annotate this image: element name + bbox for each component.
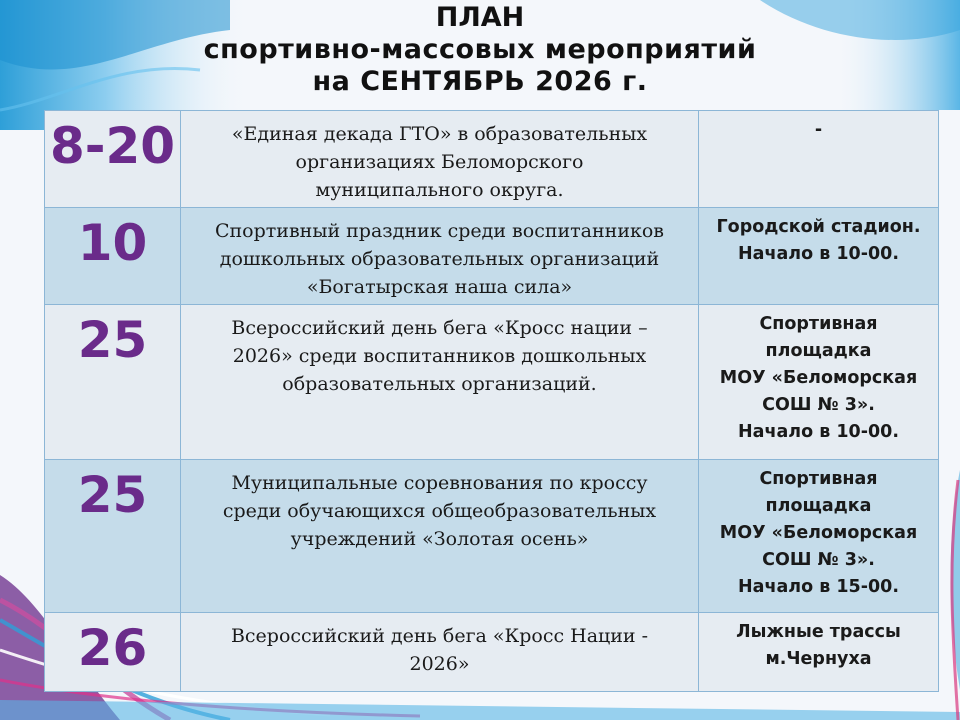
event-description — [181, 208, 698, 301]
place-line: СОШ № 3». — [762, 550, 875, 570]
event-line: Спортивный праздник среди воспитанников — [214, 220, 664, 242]
events-table — [44, 110, 939, 692]
event-place — [699, 111, 938, 144]
title-line-1: ПЛАН — [435, 2, 525, 33]
event-line: Муниципальные соревнования по кроссу — [231, 472, 648, 494]
place-cell — [699, 208, 939, 305]
event-line: Всероссийский день бега «Кросс нации – — [231, 317, 648, 339]
event-place — [699, 208, 938, 268]
date-cell — [45, 208, 181, 305]
date-cell — [45, 460, 181, 613]
event-line: 2026» — [409, 653, 470, 675]
event-line: образовательных организаций. — [282, 373, 597, 395]
table-row — [45, 460, 939, 613]
place-line: Начало в 10-00. — [738, 244, 899, 264]
place-line: м.Чернуха — [765, 649, 872, 669]
event-line: 2026» среди воспитанников дошкольных — [232, 345, 647, 367]
page-title — [0, 2, 960, 98]
table-row — [45, 111, 939, 208]
place-line: Городской стадион. — [716, 217, 921, 237]
event-cell — [181, 208, 699, 305]
event-date: 25 — [77, 466, 148, 524]
place-cell — [699, 305, 939, 460]
place-line: СОШ № 3». — [762, 395, 875, 415]
place-cell — [699, 460, 939, 613]
place-line: площадка — [765, 341, 872, 361]
place-line: Начало в 10-00. — [738, 422, 899, 442]
place-line: площадка — [765, 496, 872, 516]
date-cell — [45, 613, 181, 692]
place-line: Спортивная — [759, 314, 878, 334]
title-line-2: спортивно-массовых мероприятий — [203, 34, 757, 65]
event-line: организациях Беломорского — [295, 151, 584, 173]
event-line: Всероссийский день бега «Кросс Нации - — [230, 625, 649, 647]
event-line: среди обучающихся общеобразовательных — [222, 500, 657, 522]
event-description — [181, 111, 698, 204]
event-line: «Богатырская наша сила» — [306, 276, 573, 298]
date-cell — [45, 305, 181, 460]
event-date: 26 — [77, 619, 148, 677]
place-line: МОУ «Беломорская — [719, 368, 918, 388]
event-cell — [181, 305, 699, 460]
event-place — [699, 460, 938, 601]
event-line: муниципального округа. — [315, 179, 564, 201]
event-description — [181, 305, 698, 398]
event-line: дошкольных образовательных организаций — [219, 248, 660, 270]
date-cell — [45, 111, 181, 208]
event-date: 10 — [77, 214, 148, 272]
event-cell — [181, 613, 699, 692]
event-description — [181, 613, 698, 678]
place-line: Лыжные трассы — [736, 622, 901, 642]
place-line: - — [814, 120, 823, 140]
place-line: Спортивная — [759, 469, 878, 489]
table-row — [45, 613, 939, 692]
event-line: «Единая декада ГТО» в образовательных — [231, 123, 648, 145]
event-date: 8-20 — [49, 117, 176, 175]
event-line: учреждений «Золотая осень» — [290, 528, 589, 550]
event-place — [699, 305, 938, 446]
table-row — [45, 208, 939, 305]
place-line: Начало в 15-00. — [738, 577, 899, 597]
event-description — [181, 460, 698, 553]
event-cell — [181, 460, 699, 613]
event-place — [699, 613, 938, 673]
place-cell — [699, 111, 939, 208]
place-line: МОУ «Беломорская — [719, 523, 918, 543]
table-row — [45, 305, 939, 460]
title-line-3: на СЕНТЯБРЬ 2026 г. — [312, 66, 648, 97]
event-cell — [181, 111, 699, 208]
event-date: 25 — [77, 311, 148, 369]
place-cell — [699, 613, 939, 692]
